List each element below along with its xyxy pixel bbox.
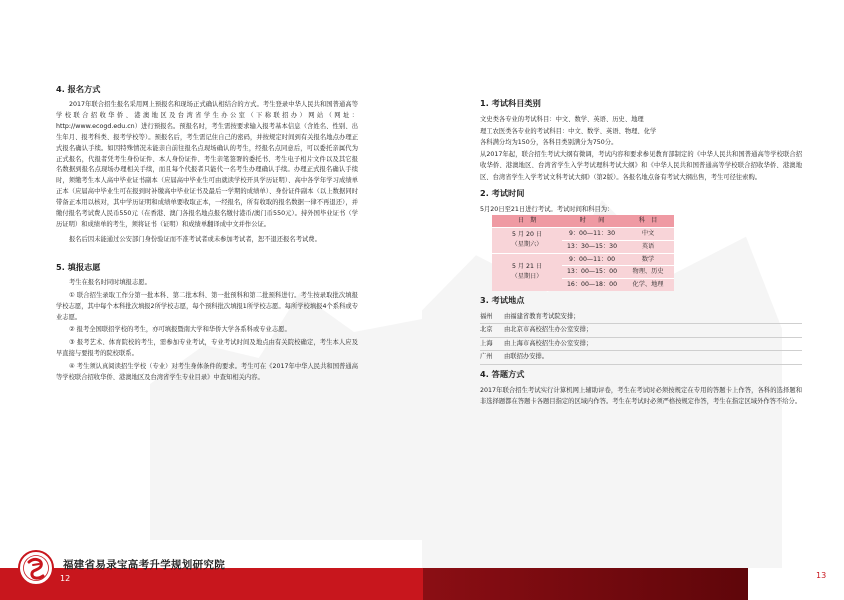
location-city: 广州 [480, 353, 493, 361]
registration-paragraph: 2017年联合招生报名采用网上预报名和现场正式确认相结合的方式。考生登录中华人民共和国普通高等学校联合招收华侨、港澳地区及台湾省学生办公室（下称联招办）网站（网址：http://www.ecogd.edu.cn）进行预报名。预报名时，考生需按要求输入报考基本信息（含姓名、性别、出生年月、报考科类、报考学校等）。预报名后，考生需记住自己的密码，并按规定时间到有关报名地点办理正式报名确认手续。如因特殊情况未能亲自前往报名点现场确认的考生，经报名点同意后，可以委托亲属代为正式报名，代报者凭考生身份证件、本人身份证件、考生亲笔签署的委托书、考生电子相片文件以及其它报名数据到报名点现场办理相关手续，而且每个代报者只能代一名考生办理确认手续。办理正式报名确认手续时，须缴考生本人高中毕业证书副本（应届高中毕业生可由就读学校开具学历证明）、高中各学年学习成绩单正本（应届高中毕业生可在报到时补缴高中毕业证书及最后一学期的成绩单）、身份证件副本（以上数据同时带备正本用以核对，其中学历证明和成绩单要收取正本，一经报名，所有收取的报名数据一律不再退还），并缴付报名考试费人民币550元（在香港、澳门各报名地点报名缴付港币/澳门币550元）。持外国毕业证书（学历证明）和成绩单的考生，须将证书（证明）和成绩单翻译成中文并作公证。 [56, 101, 358, 228]
footer-red-band [0, 568, 423, 600]
location-city: 上海 [480, 339, 493, 347]
table-row [492, 227, 674, 240]
preference-item-2: ② 报考全国联招学校的考生，亦可填报暨南大学和华侨大学各系科或专业志愿。 [69, 326, 291, 334]
section5-heading: 5. 填报志愿 [56, 261, 101, 272]
left-column [56, 84, 358, 384]
page-number-left: 12 [60, 574, 71, 583]
footer-bar [0, 568, 844, 600]
table-header-row [492, 215, 674, 227]
answer-method-heading: 4. 答题方式 [480, 368, 525, 379]
exam-schedule-table [492, 215, 674, 291]
location-text: 由联招办安排。 [504, 353, 549, 361]
day2-date-cell [492, 253, 562, 291]
preference-intro: 考生在报名时同时填报志愿。 [69, 278, 151, 286]
section4-heading: 4. 报名方式 [56, 84, 101, 94]
subject-cell: 英语 [622, 240, 674, 253]
institute-name: 福建省易录宝高考升学规划研究院 [63, 559, 225, 571]
header-time: 时 间 [562, 215, 622, 227]
subject-cell: 中文 [622, 227, 674, 240]
score-info: 各科满分均为150分，各科目类别满分为750分。 [480, 139, 618, 147]
preference-item-4: ④ 考生须认真阅读招生学校（专业）对考生身体条件的要求。考生可在《2017年中华人民共和国普通高等学校联合招收华侨、港澳地区及台湾省学生专业目录》中查知相关内容。 [56, 363, 358, 382]
location-row [480, 351, 802, 364]
header-date: 日 期 [492, 215, 562, 227]
day2-weekday: （星期日） [511, 273, 543, 281]
right-page [422, 0, 844, 600]
exam-time-heading: 2. 考试时间 [480, 187, 525, 198]
exam-location-heading: 3. 考试地点 [480, 294, 525, 305]
location-text: 由福建省教育考试院安排； [504, 312, 580, 320]
preference-item-3: ③ 报考艺术、体育院校的考生，需参加专业考试，专业考试时间及地点由有关院校确定，考生本人应及早直接与要报考的院校联系。 [56, 339, 358, 358]
time-cell: 9：00—11：30 [562, 227, 622, 240]
time-cell: 13：30—15：30 [562, 240, 622, 253]
science-subjects: 理工农医类各专业的考试科目：中文、数学、英语、物理、化学 [480, 127, 657, 135]
exam-subjects-heading: 1. 考试科目类别 [480, 98, 541, 108]
page-number-right: 13 [816, 571, 827, 580]
exam-time-intro: 5月20日至21日进行考试。考试时间和科目为： [480, 205, 614, 213]
footer-dark-band [423, 568, 748, 600]
day1-date: 5 月 20 日 [511, 230, 543, 238]
time-cell: 16：00—18：00 [562, 279, 622, 291]
subject-cell: 化学、地理 [622, 279, 674, 291]
location-city: 福州 [480, 312, 493, 320]
subject-cell: 数学 [622, 253, 674, 266]
institute-logo-icon [17, 549, 55, 587]
day2-date: 5 月 21 日 [511, 262, 543, 270]
syllabus-paragraph: 从2017年起，联合招生考试大纲有微调，考试内容和要求参见教育部制定的《中华人民共和国普通高等学校联合招收华侨、港澳地区、台湾省学生入学考试理科考试大纲》和《中华人民共和国普通高等学校联合招收华侨、港澳地区、台湾省学生入学考试文科考试大纲》（第2版）。各报名地点备有考试大纲出售，考生可径往索购。 [480, 150, 802, 181]
table-row [492, 253, 674, 266]
location-city: 北京 [480, 326, 493, 334]
location-row [480, 311, 802, 324]
registration-note: 报名后因未能通过公安部门身份验证而不准考试者或未参加考试者，恕不退还报名考试费。 [69, 235, 321, 243]
answer-method-paragraph: 2017年联合招生考试实行计算机网上辅助评卷，考生在考试时必须按规定在专用的答题卡上作答，各科的选择题和非选择题都在答题卡各题目指定的区域内作答。考生在考试时必须严格按规定作答，考生在指定区域外作答不给分。 [480, 386, 802, 406]
day1-date-cell [492, 227, 562, 253]
time-cell: 13：00—15：00 [562, 266, 622, 279]
day1-weekday: （星期六） [511, 241, 543, 249]
header-subject: 科 目 [622, 215, 674, 227]
time-cell: 9：00—11：00 [562, 253, 622, 266]
subject-cell: 物理、历史 [622, 266, 674, 279]
location-text: 由北京市高校招生办公室安排； [504, 326, 593, 334]
location-text: 由上海市高校招生办公室安排； [504, 339, 593, 347]
liberal-arts-subjects: 文史类各专业的考试科目：中文、数学、英语、历史、地理 [480, 116, 644, 123]
location-row [480, 338, 802, 351]
location-row [480, 324, 802, 337]
preference-item-1: ① 联合招生录取工作分第一批本科、第二批本科、第一批预科和第二批预科进行。考生按录取批次填报学校志愿，其中每个本科批次填报2所学校志愿，每个预科批次填报1所学校志愿。每所学校填报4个系科或专业志愿。 [56, 291, 358, 321]
right-column [480, 98, 802, 408]
